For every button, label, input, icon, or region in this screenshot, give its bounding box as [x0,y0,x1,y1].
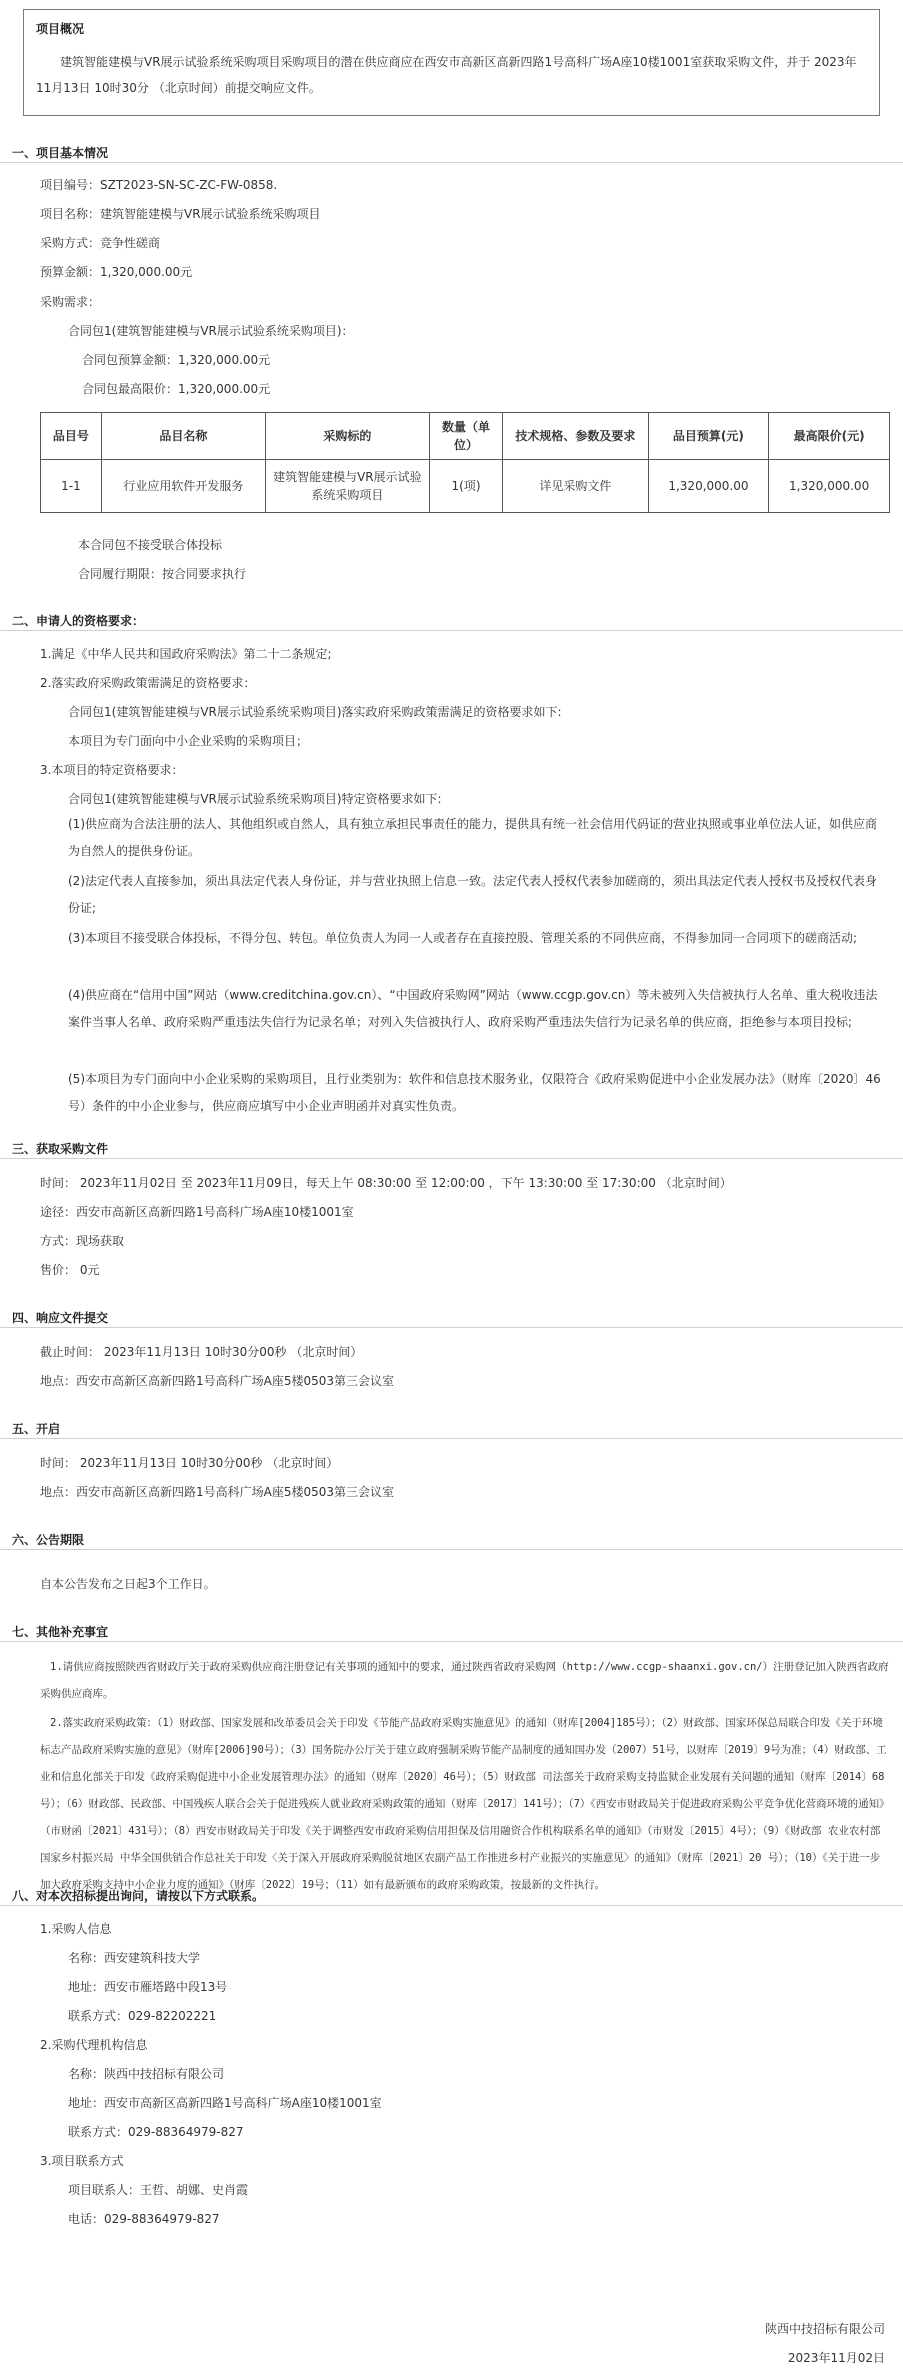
obtain-way: 方式：现场获取 [40,1234,125,1248]
table-header-cell: 品目号 [41,413,102,460]
project-contact-title: 3.项目联系方式 [40,2154,124,2168]
purchaser-info-title: 1.采购人信息 [40,1922,112,1936]
overview-body: 建筑智能建模与VR展示试验系统采购项目采购项目的潜在供应商应在西安市高新区高新四路1号高科广场A座10楼1001室获取采购文件，并于 2023年11月13日 10时30分 （北京时间）前提交响应文件。 [36,55,857,95]
lot-budget: 合同包预算金额：1,320,000.00元 [82,353,271,367]
table-header-cell: 最高限价(元) [769,413,890,460]
submission-place: 地点：西安市高新区高新四路1号高科广场A座5楼0503第三会议室 [40,1374,395,1388]
procurement-demand: 采购需求： [40,295,101,309]
table-header-cell: 采购标的 [265,413,429,460]
requirement-3: (3)本项目不接受联合体投标，不得分包、转包。单位负责人为同一人或者存在直接控股、管理关系的不同供应商，不得参加同一合同项下的磋商活动; [68,931,858,945]
section-1-heading: 一、项目基本情况 [12,146,109,160]
table-cell: 1-1 [41,460,102,513]
document-price: 售价： 0元 [40,1263,100,1277]
table-row [41,460,890,513]
section-4-heading: 四、响应文件提交 [12,1311,109,1325]
requirement-4: (4)供应商在“信用中国”网站（www.creditchina.gov.cn）、“中国政府采购网”网站（www.ccgp.gov.cn）等未被列入失信被执行人名单、重大税收违法案件当事人名单、政府采购严重违法失信行为记录名单；对列入失信被执行人、政府采购严重违法失信行为记录名单的供应商，拒绝参与本项目投标; [68,988,878,1029]
table-header-cell: 品目名称 [101,413,265,460]
table-header-cell: 品目预算(元) [648,413,769,460]
agency-contact: 联系方式：029-88364979-827 [68,2125,244,2139]
budget-amount: 预算金额：1,320,000.00元 [40,265,193,279]
items-table [40,412,890,513]
table-header-cell: 技术规格、参数及要求 [503,413,648,460]
section-divider [0,630,903,631]
agency-name: 名称：陕西中技招标有限公司 [68,2067,225,2081]
project-number: 项目编号：SZT2023-SN-SC-ZC-FW-0858. [40,178,278,192]
table-header-cell: 数量（单位） [429,413,502,460]
requirement-1: (1)供应商为合法注册的法人、其他组织或自然人，具有独立承担民事责任的能力，提供具有统一社会信用代码证的营业执照或事业单位法人证，如供应商为自然人的提供身份证。 [68,817,878,858]
lot-max-price: 合同包最高限价：1,320,000.00元 [82,382,271,396]
project-contact-phone: 电话：029-88364979-827 [68,2212,220,2226]
section-5-heading: 五、开启 [12,1422,61,1436]
table-cell: 建筑智能建模与VR展示试验系统采购项目 [265,460,429,513]
table-header-row [41,413,890,460]
agency-address: 地址：西安市高新区高新四路1号高科广场A座10楼1001室 [68,2096,382,2110]
section-3-heading: 三、获取采购文件 [12,1142,109,1156]
section-6-heading: 六、公告期限 [12,1533,85,1547]
requirement-5: (5)本项目为专门面向中小企业采购的采购项目，且行业类别为：软件和信息技术服务业，仅限符合《政府采购促进中小企业发展办法》（财库〔2020〕46号）条件的中小企业参与，供应商应填写中小企业声明函并对真实性负责。 [68,1072,881,1113]
table-cell: 1,320,000.00 [769,460,890,513]
section-divider [0,1905,903,1906]
overview-title: 项目概况 [36,22,85,36]
obtain-place: 途径：西安市高新区高新四路1号高科广场A座10楼1001室 [40,1205,354,1219]
no-consortium-note: 本合同包不接受联合体投标 [78,538,223,552]
obtain-time: 时间： 2023年11月02日 至 2023年11月09日，每天上午 08:30:00 至 12:00:00 ，下午 13:30:00 至 17:30:00 （北京时间） [40,1176,732,1190]
requirement-2: (2)法定代表人直接参加，须出具法定代表人身份证，并与营业执照上信息一致。法定代表人授权代表参加磋商的，须出具法定代表人授权书及授权代表身份证; [68,874,878,915]
agency-info-title: 2.采购代理机构信息 [40,2038,148,2052]
table-cell: 1,320,000.00 [648,460,769,513]
overview-box [23,9,880,116]
section-divider [0,1641,903,1642]
section-7-heading: 七、其他补充事宜 [12,1625,109,1639]
qualification-3-lot: 合同包1(建筑智能建模与VR展示试验系统采购项目)特定资格要求如下: [68,792,442,806]
project-name: 项目名称：建筑智能建模与VR展示试验系统采购项目 [40,207,321,221]
section-divider [0,162,903,163]
qualification-2-lot: 合同包1(建筑智能建模与VR展示试验系统采购项目)落实政府采购政策需满足的资格要求如下: [68,705,562,719]
qualification-1: 1.满足《中华人民共和国政府采购法》第二十二条规定; [40,647,332,661]
table-cell: 行业应用软件开发服务 [101,460,265,513]
section-divider [0,1327,903,1328]
purchaser-address: 地址：西安市雁塔路中段13号 [68,1980,228,1994]
issue-date: 2023年11月02日 [787,2351,885,2365]
opening-time: 时间： 2023年11月13日 10时30分00秒 （北京时间） [40,1456,339,1470]
table-cell: 详见采购文件 [503,460,648,513]
opening-place: 地点：西安市高新区高新四路1号高科广场A座5楼0503第三会议室 [40,1485,395,1499]
section-8-heading: 八、对本次招标提出询问，请按以下方式联系。 [12,1889,265,1903]
table-cell: 1(项) [429,460,502,513]
qualification-2: 2.落实政府采购政策需满足的资格要求： [40,676,256,690]
qualification-2-detail: 本项目为专门面向中小企业采购的采购项目； [68,734,309,748]
notice-period: 自本公告发布之日起3个工作日。 [40,1577,216,1591]
purchaser-name: 名称：西安建筑科技大学 [68,1951,201,1965]
supplement-2: 2.落实政府采购政策：（1）财政部、国家发展和改革委员会关于印发《节能产品政府采购实施意见》的通知（财库[2004]185号）；（2）财政部、国家环保总局联合印发《关于环境标志产品政府采购实施的意见》（财库[2006]90号）；（3）国务院办公厅关于建立政府强制采购节能产品制度的通知国办发（2007）51号，以财库〔2019〕9号为准；（4）财政部、工业和信息化部关于印发《政府采购促进中小企业发展管理办法》的通知（财库〔2020〕46号）；（5）财政部 司法部关于政府采购支持监狱企业发展有关问题的通知（财库〔2014〕68号）；（6）财政部、民政部、中国残疾人联合会关于促进残疾人就业政府采购政策的通知（财库〔2017〕141号）；（7）《西安市财政局关于促进政府采购公平竞争优化营商环境的通知》（市财函〔2021〕431号）；（8）西安市财政局关于印发《关于调整西安市政府采购信用担保及信用融资合作机构联系名单的通知》（市财发〔2015〕4号）；（9）《财政部 农业农村部 国家乡村振兴局 中华全国供销合作总社关于印发〈关于深入开展政府采购脱贫地区农副产品工作推进乡村产业振兴的实施意见〉的通知》（财库〔2021〕20 号）；（10）《关于进一步加大政府采购支持中小企业力度的通知》（财库〔2022〕19号；（11）如有最新颁布的政府采购政策，按最新的文件执行。 [40,1717,890,1891]
qualification-3: 3.本项目的特定资格要求： [40,763,184,777]
project-contact-person: 项目联系人：王哲、胡娜、史肖霞 [68,2183,249,2197]
purchaser-contact: 联系方式：029-82202221 [68,2009,217,2023]
supplement-1: 1.请供应商按照陕西省财政厅关于政府采购供应商注册登记有关事项的通知中的要求，通过陕西省政府采购网（http://www.ccgp-shaanxi.gov.cn/）注册登记加入陕西省政府采购供应商库。 [40,1661,889,1700]
submission-deadline: 截止时间： 2023年11月13日 10时30分00秒 （北京时间） [40,1345,363,1359]
contract-lot: 合同包1(建筑智能建模与VR展示试验系统采购项目)： [68,324,354,338]
section-2-heading: 二、申请人的资格要求： [12,614,145,628]
contract-term: 合同履行期限：按合同要求执行 [78,567,247,581]
section-divider [0,1549,903,1550]
issuer-name: 陕西中技招标有限公司 [764,2322,885,2336]
section-divider [0,1158,903,1159]
procurement-method: 采购方式：竞争性磋商 [40,236,161,250]
section-divider [0,1438,903,1439]
